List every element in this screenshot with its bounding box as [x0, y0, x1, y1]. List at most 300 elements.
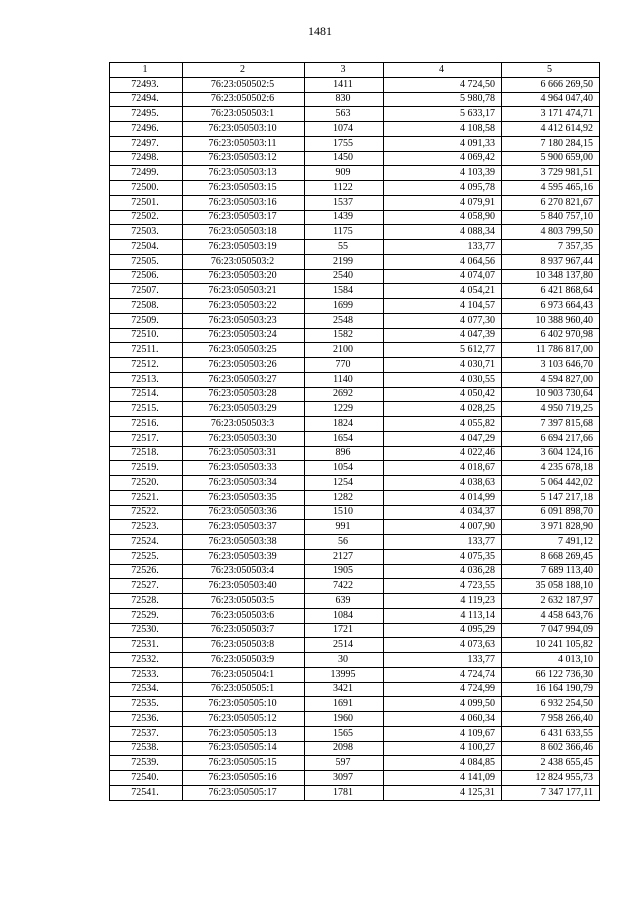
unit-value-cell: 4 054,21: [384, 284, 502, 299]
table-row: [110, 431, 600, 446]
cadastral-value-cell: 7 357,35: [502, 240, 600, 255]
area-cell: 2692: [305, 387, 384, 402]
area-cell: 2514: [305, 638, 384, 653]
cadastral-value-cell: 7 689 113,40: [502, 564, 600, 579]
row-number-cell: 72501.: [110, 195, 183, 210]
cadastral-value-cell: 3 171 474,71: [502, 107, 600, 122]
unit-value-cell: 4 079,91: [384, 195, 502, 210]
table-row: [110, 549, 600, 564]
unit-value-cell: 4 723,55: [384, 579, 502, 594]
area-cell: 896: [305, 446, 384, 461]
table-row: [110, 372, 600, 387]
area-cell: 2199: [305, 254, 384, 269]
row-number-cell: 72504.: [110, 240, 183, 255]
cadastral-value-cell: 8 602 366,46: [502, 741, 600, 756]
unit-value-cell: 4 724,50: [384, 77, 502, 92]
cadastral-value-cell: 6 421 868,64: [502, 284, 600, 299]
cadastral-number-cell: 76:23:050503:5: [183, 594, 305, 609]
table-row: [110, 92, 600, 107]
cadastral-number-cell: 76:23:050503:37: [183, 520, 305, 535]
unit-value-cell: 4 074,07: [384, 269, 502, 284]
unit-value-cell: 4 095,29: [384, 623, 502, 638]
area-cell: 1140: [305, 372, 384, 387]
cadastral-value-cell: 5 840 757,10: [502, 210, 600, 225]
row-number-cell: 72495.: [110, 107, 183, 122]
unit-value-cell: 4 073,63: [384, 638, 502, 653]
area-cell: 56: [305, 535, 384, 550]
unit-value-cell: 4 047,29: [384, 431, 502, 446]
unit-value-cell: 4 064,56: [384, 254, 502, 269]
unit-value-cell: 4 095,78: [384, 181, 502, 196]
unit-value-cell: 4 030,71: [384, 358, 502, 373]
cadastral-number-cell: 76:23:050503:29: [183, 402, 305, 417]
table-row: [110, 240, 600, 255]
cadastral-value-cell: 7 958 266,40: [502, 712, 600, 727]
area-cell: 597: [305, 756, 384, 771]
row-number-cell: 72520.: [110, 476, 183, 491]
table-row: [110, 667, 600, 682]
cadastral-value-cell: 4 803 799,50: [502, 225, 600, 240]
row-number-cell: 72506.: [110, 269, 183, 284]
unit-value-cell: 4 104,57: [384, 299, 502, 314]
area-cell: 1054: [305, 461, 384, 476]
unit-value-cell: 4 030,55: [384, 372, 502, 387]
table-row: [110, 107, 600, 122]
cadastral-value-cell: 4 458 643,76: [502, 608, 600, 623]
cadastral-value-cell: 5 064 442,02: [502, 476, 600, 491]
area-cell: 1411: [305, 77, 384, 92]
row-number-cell: 72533.: [110, 667, 183, 682]
cadastral-number-cell: 76:23:050503:38: [183, 535, 305, 550]
table-row: [110, 638, 600, 653]
column-header-2: 2: [183, 63, 305, 78]
cadastral-value-cell: 8 937 967,44: [502, 254, 600, 269]
cadastral-number-cell: 76:23:050505:17: [183, 785, 305, 800]
unit-value-cell: 4 058,90: [384, 210, 502, 225]
area-cell: 1781: [305, 785, 384, 800]
area-cell: 991: [305, 520, 384, 535]
cadastral-number-cell: 76:23:050503:30: [183, 431, 305, 446]
cadastral-number-cell: 76:23:050503:8: [183, 638, 305, 653]
table-row: [110, 579, 600, 594]
table-row: [110, 785, 600, 800]
table-row: [110, 225, 600, 240]
row-number-cell: 72538.: [110, 741, 183, 756]
cadastral-value-cell: 7 047 994,09: [502, 623, 600, 638]
table-row: [110, 358, 600, 373]
row-number-cell: 72513.: [110, 372, 183, 387]
unit-value-cell: 4 724,99: [384, 682, 502, 697]
cadastral-number-cell: 76:23:050503:23: [183, 313, 305, 328]
table-row: [110, 446, 600, 461]
cadastral-number-cell: 76:23:050505:16: [183, 771, 305, 786]
row-number-cell: 72494.: [110, 92, 183, 107]
table-row: [110, 756, 600, 771]
area-cell: 1254: [305, 476, 384, 491]
cadastral-value-cell: 2 632 187,97: [502, 594, 600, 609]
cadastral-value-cell: 6 091 898,70: [502, 505, 600, 520]
cadastral-value-cell: 3 604 124,16: [502, 446, 600, 461]
column-header-5: 5: [502, 63, 600, 78]
cadastral-value-cell: 6 431 633,55: [502, 726, 600, 741]
cadastral-value-cell: 3 103 646,70: [502, 358, 600, 373]
cadastral-value-cell: 6 270 821,67: [502, 195, 600, 210]
unit-value-cell: 4 022,46: [384, 446, 502, 461]
cadastral-value-cell: 5 900 659,00: [502, 151, 600, 166]
area-cell: 1565: [305, 726, 384, 741]
area-cell: 1175: [305, 225, 384, 240]
table-header: [110, 63, 600, 78]
cadastral-number-cell: 76:23:050503:27: [183, 372, 305, 387]
table-row: [110, 299, 600, 314]
cadastral-number-cell: 76:23:050503:1: [183, 107, 305, 122]
row-number-cell: 72511.: [110, 343, 183, 358]
area-cell: 1584: [305, 284, 384, 299]
row-number-cell: 72515.: [110, 402, 183, 417]
unit-value-cell: 4 724,74: [384, 667, 502, 682]
cadastral-value-cell: 10 241 105,82: [502, 638, 600, 653]
cadastral-value-cell: 12 824 955,73: [502, 771, 600, 786]
cadastral-value-cell: 6 402 970,98: [502, 328, 600, 343]
cadastral-value-cell: 6 973 664,43: [502, 299, 600, 314]
row-number-cell: 72516.: [110, 417, 183, 432]
area-cell: 3421: [305, 682, 384, 697]
table-row: [110, 490, 600, 505]
table-row: [110, 136, 600, 151]
cadastral-number-cell: 76:23:050503:7: [183, 623, 305, 638]
table-row: [110, 151, 600, 166]
area-cell: 13995: [305, 667, 384, 682]
table-row: [110, 726, 600, 741]
row-number-cell: 72522.: [110, 505, 183, 520]
table-row: [110, 771, 600, 786]
unit-value-cell: 4 091,33: [384, 136, 502, 151]
cadastral-value-cell: 35 058 188,10: [502, 579, 600, 594]
table-row: [110, 697, 600, 712]
area-cell: 563: [305, 107, 384, 122]
unit-value-cell: 4 109,67: [384, 726, 502, 741]
table-row: [110, 284, 600, 299]
unit-value-cell: 4 050,42: [384, 387, 502, 402]
unit-value-cell: 4 018,67: [384, 461, 502, 476]
cadastral-number-cell: 76:23:050505:12: [183, 712, 305, 727]
row-number-cell: 72541.: [110, 785, 183, 800]
area-cell: 639: [305, 594, 384, 609]
row-number-cell: 72512.: [110, 358, 183, 373]
cadastral-number-cell: 76:23:050503:11: [183, 136, 305, 151]
table-row: [110, 608, 600, 623]
cadastral-number-cell: 76:23:050505:1: [183, 682, 305, 697]
cadastral-number-cell: 76:23:050503:18: [183, 225, 305, 240]
unit-value-cell: 4 099,50: [384, 697, 502, 712]
cadastral-number-cell: 76:23:050503:28: [183, 387, 305, 402]
cadastral-number-cell: 76:23:050503:36: [183, 505, 305, 520]
area-cell: 1824: [305, 417, 384, 432]
cadastral-number-cell: 76:23:050503:33: [183, 461, 305, 476]
area-cell: 1654: [305, 431, 384, 446]
row-number-cell: 72496.: [110, 122, 183, 137]
table-row: [110, 387, 600, 402]
row-number-cell: 72514.: [110, 387, 183, 402]
area-cell: 1582: [305, 328, 384, 343]
cadastral-value-cell: 4 594 827,00: [502, 372, 600, 387]
cadastral-number-cell: 76:23:050503:21: [183, 284, 305, 299]
unit-value-cell: 4 113,14: [384, 608, 502, 623]
table-row: [110, 269, 600, 284]
cadastral-value-cell: 4 235 678,18: [502, 461, 600, 476]
column-header-4: 4: [384, 63, 502, 78]
cadastral-value-cell: 5 147 217,18: [502, 490, 600, 505]
table-row: [110, 682, 600, 697]
unit-value-cell: 4 108,58: [384, 122, 502, 137]
row-number-cell: 72527.: [110, 579, 183, 594]
unit-value-cell: 4 088,34: [384, 225, 502, 240]
cadastral-value-cell: 16 164 190,79: [502, 682, 600, 697]
area-cell: 2098: [305, 741, 384, 756]
table-row: [110, 313, 600, 328]
cadastral-number-cell: 76:23:050503:40: [183, 579, 305, 594]
unit-value-cell: 4 125,31: [384, 785, 502, 800]
cadastral-value-cell: 7 397 815,68: [502, 417, 600, 432]
row-number-cell: 72537.: [110, 726, 183, 741]
cadastral-value-cell: 7 180 284,15: [502, 136, 600, 151]
cadastral-number-cell: 76:23:050505:10: [183, 697, 305, 712]
cadastral-value-cell: 6 666 269,50: [502, 77, 600, 92]
row-number-cell: 72509.: [110, 313, 183, 328]
row-number-cell: 72493.: [110, 77, 183, 92]
row-number-cell: 72529.: [110, 608, 183, 623]
table-row: [110, 181, 600, 196]
row-number-cell: 72503.: [110, 225, 183, 240]
cadastral-number-cell: 76:23:050504:1: [183, 667, 305, 682]
area-cell: 1960: [305, 712, 384, 727]
row-number-cell: 72519.: [110, 461, 183, 476]
cadastral-number-cell: 76:23:050503:13: [183, 166, 305, 181]
cadastral-number-cell: 76:23:050505:13: [183, 726, 305, 741]
row-number-cell: 72539.: [110, 756, 183, 771]
cadastral-number-cell: 76:23:050503:4: [183, 564, 305, 579]
table-row: [110, 476, 600, 491]
unit-value-cell: 4 103,39: [384, 166, 502, 181]
row-number-cell: 72497.: [110, 136, 183, 151]
area-cell: 1537: [305, 195, 384, 210]
cadastral-value-table: [109, 62, 600, 801]
cadastral-number-cell: 76:23:050503:3: [183, 417, 305, 432]
cadastral-number-cell: 76:23:050503:10: [183, 122, 305, 137]
area-cell: 1691: [305, 697, 384, 712]
table-row: [110, 461, 600, 476]
area-cell: 830: [305, 92, 384, 107]
unit-value-cell: 4 075,35: [384, 549, 502, 564]
cadastral-value-cell: 7 491,12: [502, 535, 600, 550]
cadastral-number-cell: 76:23:050503:16: [183, 195, 305, 210]
cadastral-value-cell: 66 122 736,30: [502, 667, 600, 682]
area-cell: 7422: [305, 579, 384, 594]
row-number-cell: 72521.: [110, 490, 183, 505]
area-cell: 1450: [305, 151, 384, 166]
cadastral-number-cell: 76:23:050503:22: [183, 299, 305, 314]
table-row: [110, 328, 600, 343]
table-row: [110, 210, 600, 225]
cadastral-value-cell: 2 438 655,45: [502, 756, 600, 771]
row-number-cell: 72498.: [110, 151, 183, 166]
cadastral-number-cell: 76:23:050503:2: [183, 254, 305, 269]
cadastral-value-cell: 4 595 465,16: [502, 181, 600, 196]
cadastral-number-cell: 76:23:050503:6: [183, 608, 305, 623]
cadastral-number-cell: 76:23:050503:17: [183, 210, 305, 225]
page-number: 1481: [308, 24, 332, 38]
row-number-cell: 72531.: [110, 638, 183, 653]
unit-value-cell: 4 077,30: [384, 313, 502, 328]
cadastral-value-cell: 10 388 960,40: [502, 313, 600, 328]
unit-value-cell: 4 014,99: [384, 490, 502, 505]
row-number-cell: 72524.: [110, 535, 183, 550]
area-cell: 1122: [305, 181, 384, 196]
cadastral-number-cell: 76:23:050503:26: [183, 358, 305, 373]
row-number-cell: 72540.: [110, 771, 183, 786]
area-cell: 1282: [305, 490, 384, 505]
area-cell: 2127: [305, 549, 384, 564]
unit-value-cell: 4 069,42: [384, 151, 502, 166]
table-row: [110, 594, 600, 609]
area-cell: 770: [305, 358, 384, 373]
cadastral-value-cell: 3 971 828,90: [502, 520, 600, 535]
unit-value-cell: 5 633,17: [384, 107, 502, 122]
cadastral-number-cell: 76:23:050502:6: [183, 92, 305, 107]
unit-value-cell: 4 119,23: [384, 594, 502, 609]
area-cell: 1074: [305, 122, 384, 137]
area-cell: 1510: [305, 505, 384, 520]
cadastral-value-cell: 4 013,10: [502, 653, 600, 668]
area-cell: 30: [305, 653, 384, 668]
unit-value-cell: 4 034,37: [384, 505, 502, 520]
cadastral-value-cell: 3 729 981,51: [502, 166, 600, 181]
row-number-cell: 72518.: [110, 446, 183, 461]
table-row: [110, 195, 600, 210]
unit-value-cell: 4 055,82: [384, 417, 502, 432]
table-row: [110, 564, 600, 579]
table-row: [110, 505, 600, 520]
row-number-cell: 72502.: [110, 210, 183, 225]
cadastral-value-cell: 6 694 217,66: [502, 431, 600, 446]
table-row: [110, 417, 600, 432]
table-row: [110, 343, 600, 358]
cadastral-number-cell: 76:23:050503:9: [183, 653, 305, 668]
cadastral-value-cell: 10 903 730,64: [502, 387, 600, 402]
area-cell: 2548: [305, 313, 384, 328]
area-cell: 2100: [305, 343, 384, 358]
row-number-cell: 72532.: [110, 653, 183, 668]
unit-value-cell: 133,77: [384, 535, 502, 550]
table-row: [110, 166, 600, 181]
row-number-cell: 72505.: [110, 254, 183, 269]
column-header-3: 3: [305, 63, 384, 78]
cadastral-value-cell: 11 786 817,00: [502, 343, 600, 358]
table-row: [110, 402, 600, 417]
cadastral-value-cell: 4 950 719,25: [502, 402, 600, 417]
area-cell: 1905: [305, 564, 384, 579]
row-number-cell: 72526.: [110, 564, 183, 579]
row-number-cell: 72535.: [110, 697, 183, 712]
area-cell: 1084: [305, 608, 384, 623]
cadastral-number-cell: 76:23:050503:24: [183, 328, 305, 343]
table-row: [110, 623, 600, 638]
cadastral-value-cell: 6 932 254,50: [502, 697, 600, 712]
area-cell: 1721: [305, 623, 384, 638]
column-header-1: 1: [110, 63, 183, 78]
table-row: [110, 653, 600, 668]
table-row: [110, 122, 600, 137]
table-row: [110, 741, 600, 756]
row-number-cell: 72523.: [110, 520, 183, 535]
unit-value-cell: 133,77: [384, 653, 502, 668]
area-cell: 1229: [305, 402, 384, 417]
unit-value-cell: 4 047,39: [384, 328, 502, 343]
cadastral-number-cell: 76:23:050502:5: [183, 77, 305, 92]
row-number-cell: 72500.: [110, 181, 183, 196]
unit-value-cell: 133,77: [384, 240, 502, 255]
row-number-cell: 72507.: [110, 284, 183, 299]
cadastral-value-cell: 4 412 614,92: [502, 122, 600, 137]
row-number-cell: 72525.: [110, 549, 183, 564]
cadastral-value-cell: 10 348 137,80: [502, 269, 600, 284]
area-cell: 1755: [305, 136, 384, 151]
unit-value-cell: 4 141,09: [384, 771, 502, 786]
cadastral-number-cell: 76:23:050503:12: [183, 151, 305, 166]
cadastral-number-cell: 76:23:050503:25: [183, 343, 305, 358]
row-number-cell: 72499.: [110, 166, 183, 181]
table-row: [110, 712, 600, 727]
area-cell: 909: [305, 166, 384, 181]
table-row: [110, 520, 600, 535]
cadastral-value-cell: 7 347 177,11: [502, 785, 600, 800]
row-number-cell: 72536.: [110, 712, 183, 727]
cadastral-number-cell: 76:23:050503:31: [183, 446, 305, 461]
row-number-cell: 72508.: [110, 299, 183, 314]
area-cell: 55: [305, 240, 384, 255]
cadastral-number-cell: 76:23:050503:20: [183, 269, 305, 284]
row-number-cell: 72530.: [110, 623, 183, 638]
table-row: [110, 254, 600, 269]
unit-value-cell: 4 028,25: [384, 402, 502, 417]
area-cell: 1699: [305, 299, 384, 314]
unit-value-cell: 4 100,27: [384, 741, 502, 756]
cadastral-number-cell: 76:23:050505:15: [183, 756, 305, 771]
table-row: [110, 535, 600, 550]
unit-value-cell: 5 612,77: [384, 343, 502, 358]
row-number-cell: 72517.: [110, 431, 183, 446]
area-cell: 1439: [305, 210, 384, 225]
header-row: [110, 63, 600, 78]
unit-value-cell: 4 036,28: [384, 564, 502, 579]
row-number-cell: 72528.: [110, 594, 183, 609]
area-cell: 3097: [305, 771, 384, 786]
table-row: [110, 77, 600, 92]
row-number-cell: 72534.: [110, 682, 183, 697]
unit-value-cell: 5 980,78: [384, 92, 502, 107]
unit-value-cell: 4 038,63: [384, 476, 502, 491]
row-number-cell: 72510.: [110, 328, 183, 343]
unit-value-cell: 4 007,90: [384, 520, 502, 535]
cadastral-number-cell: 76:23:050503:35: [183, 490, 305, 505]
cadastral-value-cell: 4 964 047,40: [502, 92, 600, 107]
table-body: [110, 77, 600, 800]
cadastral-number-cell: 76:23:050505:14: [183, 741, 305, 756]
cadastral-number-cell: 76:23:050503:15: [183, 181, 305, 196]
area-cell: 2540: [305, 269, 384, 284]
cadastral-number-cell: 76:23:050503:39: [183, 549, 305, 564]
cadastral-number-cell: 76:23:050503:34: [183, 476, 305, 491]
